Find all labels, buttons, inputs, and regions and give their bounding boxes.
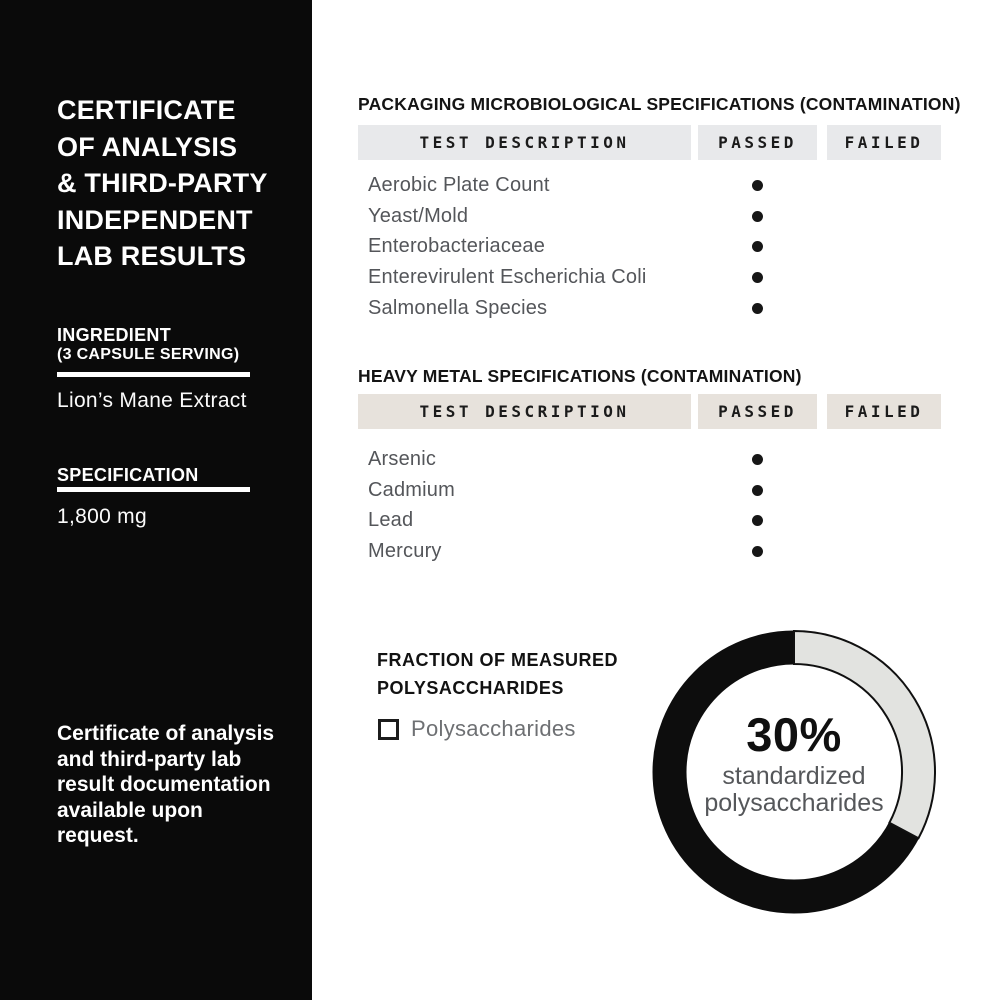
chart-heading <box>377 647 618 702</box>
heavy-metal-table-header <box>358 394 941 429</box>
column-header-passed: PASSED <box>698 394 817 429</box>
test-description-cell: Aerobic Plate Count <box>368 173 550 196</box>
donut-center-label <box>651 708 937 817</box>
passed-dot <box>752 272 763 283</box>
specification-label: SPECIFICATION <box>57 465 199 485</box>
table-row <box>358 262 941 293</box>
page-title-line: CERTIFICATE <box>57 95 236 125</box>
chart-legend <box>378 716 576 742</box>
donut-caption-line: standardized <box>722 762 866 790</box>
column-header-test-description: TEST DESCRIPTION <box>358 125 691 160</box>
availability-note <box>57 721 302 849</box>
ingredient-label: INGREDIENT <box>57 325 172 345</box>
table-row <box>358 293 941 324</box>
test-description-cell: Yeast/Mold <box>368 204 469 227</box>
availability-note-line: and third-party lab <box>57 747 242 771</box>
availability-note-line: result documentation <box>57 773 271 796</box>
page-title-line: LAB RESULTS <box>57 241 247 271</box>
test-description-cell: Salmonella Species <box>368 296 548 319</box>
chart-heading-line: FRACTION OF MEASURED <box>377 650 618 670</box>
passed-dot <box>752 485 763 496</box>
column-header-failed: FAILED <box>827 394 941 429</box>
availability-note-line: request. <box>57 824 139 847</box>
heavy-metal-table-body <box>358 444 941 567</box>
heavy-metal-table-title: HEAVY METAL SPECIFICATIONS (CONTAMINATION) <box>358 366 802 386</box>
test-description-cell: Mercury <box>368 539 442 562</box>
table-row <box>358 170 941 201</box>
microbiological-table-header <box>358 125 941 160</box>
test-description-cell: Enterevirulent Escherichia Coli <box>368 265 647 288</box>
ingredient-sublabel: (3 CAPSULE SERVING) <box>57 346 240 363</box>
divider <box>57 372 250 377</box>
legend-label: Polysaccharides <box>411 716 576 741</box>
test-description-cell: Enterobacteriaceae <box>368 235 546 258</box>
page-title <box>57 92 268 275</box>
test-description-cell: Arsenic <box>368 447 437 470</box>
test-description-cell: Lead <box>368 509 414 532</box>
donut-caption-line: polysaccharides <box>704 788 884 817</box>
page-title-line: INDEPENDENT <box>57 204 253 235</box>
table-row <box>358 536 941 567</box>
table-row <box>358 231 941 262</box>
passed-dot <box>752 454 763 465</box>
ingredient-value: Lion’s Mane Extract <box>57 389 247 412</box>
chart-heading-line: POLYSACCHARIDES <box>377 677 564 698</box>
column-header-failed: FAILED <box>827 125 941 160</box>
page-title-line: & THIRD-PARTY <box>57 168 268 198</box>
passed-dot <box>752 211 763 222</box>
donut-caption <box>651 763 937 816</box>
availability-note-line: available upon <box>57 798 203 822</box>
left-panel <box>0 0 312 1000</box>
legend-swatch-icon <box>378 719 399 740</box>
passed-dot <box>752 180 763 191</box>
microbiological-table-title: PACKAGING MICROBIOLOGICAL SPECIFICATIONS (CONTAMINATION) <box>358 94 961 114</box>
donut-percentage: 30% <box>746 708 842 761</box>
divider <box>57 487 250 492</box>
column-header-passed: PASSED <box>698 125 817 160</box>
passed-dot <box>752 303 763 314</box>
passed-dot <box>752 546 763 557</box>
microbiological-table-body <box>358 170 941 323</box>
table-row <box>358 201 941 232</box>
passed-dot <box>752 241 763 252</box>
page-title-line: OF ANALYSIS <box>57 131 238 162</box>
specification-value: 1,800 mg <box>57 505 147 528</box>
table-row <box>358 444 941 475</box>
table-row <box>358 505 941 536</box>
column-header-test-description: TEST DESCRIPTION <box>358 394 691 429</box>
availability-note-line: Certificate of analysis <box>57 722 275 745</box>
table-row <box>358 475 941 506</box>
passed-dot <box>752 515 763 526</box>
test-description-cell: Cadmium <box>368 478 455 501</box>
